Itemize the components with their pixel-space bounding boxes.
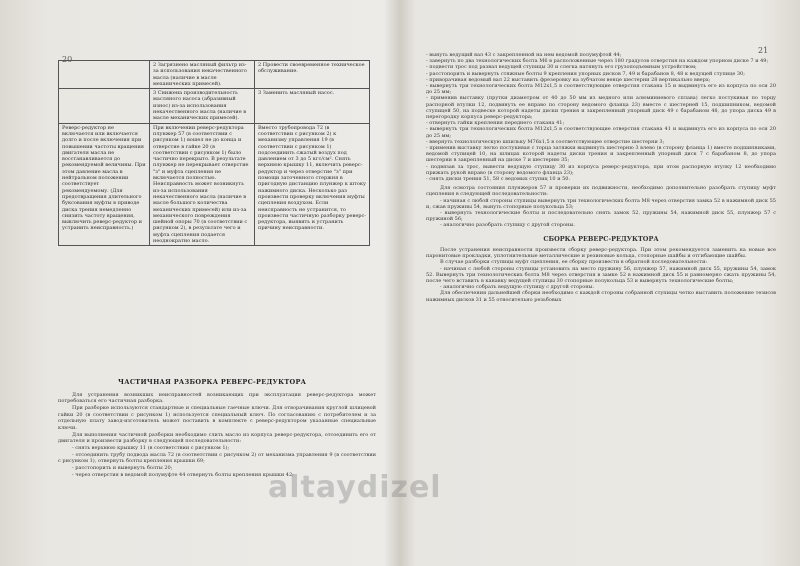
left-body-text <box>58 392 376 479</box>
list-item: - подвести трос под развал ведущей ступицы 30 и слегка натянуть его грузоподъемным устройством; <box>426 64 697 71</box>
list-item: - через отверстия в ведомой полумуфте 44 отвернуть болты крепления крышки 42; <box>72 472 294 479</box>
troubleshooting-table <box>58 60 370 246</box>
list-item: - расстопорить и вывернуть стяжные болты 9 крепления упорных дисков 7, 49 и барабанов 8, 48 к ведущей ступице 30; <box>426 70 745 77</box>
list-item: - вывернуть три технологических болта М12х1,5 в соответствующие отверстия стакана 41 и выдвинуть его из корпуса по оси 20 до 25 мм; <box>426 126 776 139</box>
paragraph: Для обеспечения дальнейшей сборки необходимо с каждой стороны собранной ступицы четко выставить положение тезисов нажимных дисков 31 и 55 относительно резьбовых <box>426 290 776 303</box>
table-cell <box>59 89 150 123</box>
watermark: altaydizel <box>268 470 442 505</box>
page-number-left: 20 <box>62 55 73 64</box>
table-row <box>59 123 370 246</box>
list-item: - расстопорить и вывернуть болты 20; <box>72 465 173 472</box>
list-item: - снять верхнюю крышку 11 (в соответствии с рисунком 1); <box>72 445 230 452</box>
list-item: - применив выставку (прутки диаметром от 40 до 50 мм из медного или алюминиевого сплава) легко постукивая по торцу распорной втулки 12, подвинуть ее вправо по сторону ведомого фланца 23) вместе с шестерней 15, подшипником, ведомой ступицей 50, на подвеске которой надеты диски трения и закрепленный упорный диск 49 с барабаном 48, до упора диска 49 в перегородку корпуса реверс-редуктора; <box>426 95 776 121</box>
paragraph: При разборке используются стандартные и специальные гаечные ключи. Для отворачивания круглой шлицевой гайки 20 (в соответствии с рисунком 1) используется специальный ключ. По согласованию с потребителем и за отдельную плату завод-изготовитель может поставить в комплекте с реверс-редуктором указанные специальные ключи. <box>58 405 376 431</box>
table-cell: 3 Снижена производительность масляного насоса (абразивный износ) из-за использования некачественного масла (наличие в масле механических примесей). <box>150 89 255 123</box>
list-item: - снять диски трения 51, 58 с ведомых ступиц 10 и 50. <box>426 176 571 183</box>
paragraph: Для выполнения частичной разборки необходимо слить масло из корпуса реверс-редуктора, отсоединить его от двигателя и произвести разборку в следующей последовательности: <box>58 431 376 445</box>
table-cell: Вместо трубопровода 72 (в соответствии с рисунком 2) к механизму управления 19 (в соответствии с рисунком 1) подсоединить сжатый воздух под давлением от 3 до 5 кгс/см². Снять верхнюю крышку 11, включить реверс-редуктор и через отверстие "з" при помощи заточенного стержня в пригодную дистанцию плунжер к штоку нажимного диска. Несколько раз произвести проверку включения муфты сцепления воздухом. Если неисправность не устранится, то произвести частичную разборку реверс-редуктора, выявить и устранить причину неисправности. <box>255 123 370 246</box>
table-row <box>59 61 370 89</box>
list-item: - вынуть ведущий вал 43 с закрепленной на нем ведомой полумуфтой 44; <box>426 52 622 58</box>
section-heading-assembly: СБОРКА РЕВЕРС-РЕДУКТОРА <box>543 234 659 243</box>
list-item: - начиная с любой стороны ступицы установить на место пружину 56, плунжер 57, нажимной диск 55, пружины 54, замок 52. Вывернуть три технологических болта М8 через отверстия в замке 52 в нажимной диск 55 и равномерно сжать пружины 54, после чего вставить в канавку ведущей ступицы 30 стопорные полукольца 53 и вывернуть технологические болты; <box>426 265 776 284</box>
list-item: - приворачивая ведомый вал 22 выставить фрезеровку на зубчатом венце шестерни 28 вертикально вверх; <box>426 76 711 83</box>
list-item: - завернуть по два технологических болта М6 в расположенные через 180 градусов отверстия на каждом упорном диске 7 и 49; <box>426 58 769 65</box>
paragraph: После устранения неисправности произвести сборку реверс-редуктора. При этом рекомендуется заменить на новые все паронитовые прокладки, уплотнительные металлические и резиновые кольца, стопорные шайбы и отгибающие шайбы. <box>426 246 776 260</box>
list-item: - применив выставку легко постукивая с торца затяжки выдвинуть шестерню 3 влево (в сторону фланца 1) вместе подшипниками, ведомой ступицей 10, на шлицах которой надеты диски трения и закрепленный упорный диск 7 с барабаном 8, до упора шестерни в закрепленный на диске 7 и шестерню 35; <box>426 145 776 164</box>
list-item: - вывернуть три технологических болта М12х1,5 в соответствующие отверстия стакана 15 и выдвинуть его из корпуса по оси 20 до 25 мм; <box>426 83 776 96</box>
section-heading-partial-disassembly: ЧАСТИЧНАЯ РАЗБОРКА РЕВЕРС-РЕДУКТОРА <box>118 378 307 386</box>
list-item: - подвязав за трос, вывести ведущую ступицу 30 из корпуса реверс-редуктора, при этом распорную втулку 12 необходимо прижать рукой вправо (в сторону ведомого фланца 23); <box>426 163 776 176</box>
paragraph: Для осмотра состояния плунжеров 57 и проверки их подвижности, необходимо дополнительно разобрать ступицу муфт сцепления в следующей последовательности: <box>426 185 776 198</box>
list-item: - начиная с любой стороны ступицы вывернуть три технологических болта М8 через отверстия замка 52 в нажимной диск 55 и, сжав пружины 54, вынуть стопорные полукольца 53; <box>426 197 776 210</box>
paragraph: Для устранения возникших неисправностей возникающих при эксплуатации реверс-редуктора может потребоваться его частичная разборка. <box>58 392 376 405</box>
table-cell: Реверс-редуктор не включается или включается долго и после включения при повышении частоты вращения двигателя масла не восстанавливается до рекомендуемой величины. При этом давление масла в нейтральном положении соответствует рекомендуемому. (Для предотвращения длительного буксования муфты в приводе диска трения немедленно снизить частоту вращения, выключить реверс-редуктор и устранить неисправность.) <box>59 123 150 246</box>
table-cell: 2 Загрязнено масляный фильтр из-за использования некачественного масла (наличие в масле механических примесей). <box>150 61 255 89</box>
list-item: - аналогично разобрать ступицу с другой стороны. <box>440 222 575 229</box>
list-item: - ввернуть технологическую шпильку М76х1,5 в соответствующее отверстие шестерни 3; <box>426 138 665 145</box>
page-number-right: 21 <box>758 46 769 55</box>
table-row <box>59 89 370 123</box>
list-item: - отсоединить трубу подвода масла 72 (в соответствии с рисунком 2) от механизма управления 9 (в соответствии с рисунком 1), отвернуть болты крепления крышки 69; <box>58 452 376 465</box>
right-body-text <box>426 52 776 303</box>
table-cell: 3 Заменить масляный насос. <box>255 89 370 123</box>
paragraph: В случае разборки ступицы муфт сцепления, ее сборку произвести в обратной последовательности: <box>440 259 708 266</box>
table-cell <box>59 61 150 89</box>
table-cell: При включении реверс-редуктора плунжер 57 (в соответствии с рисунком 1) вошел не до конца и отверстие в гайке 20 (в соответствии с рисунком 1) было частично перекрыто. В результате плунжер не перекрывает отверстие "з" и муфта сцепления не включается полностью. Неисправность может возникнуть из-за использования некачественного масла (наличие в масле большого количества механических примесей) или из-за механического повреждения шейной опоры 70 (в соответствии с рисунком 2), в результате чего и муфта сцепления подается неоднократно масло. <box>150 123 255 246</box>
list-item: - аналогично собрать ведущую ступицу с другой стороны. <box>440 284 595 291</box>
list-item: - вывернуть технологические болты и последовательно снять замок 52, пружины 54, нажимной диск 55, плунжер 57 с пружиной 56; <box>426 210 776 223</box>
table-cell: 2 Провести своевременное техническое обслуживание. <box>255 61 370 89</box>
list-item: - отвернуть гайки крепления переднего стакана 41; <box>426 120 565 127</box>
